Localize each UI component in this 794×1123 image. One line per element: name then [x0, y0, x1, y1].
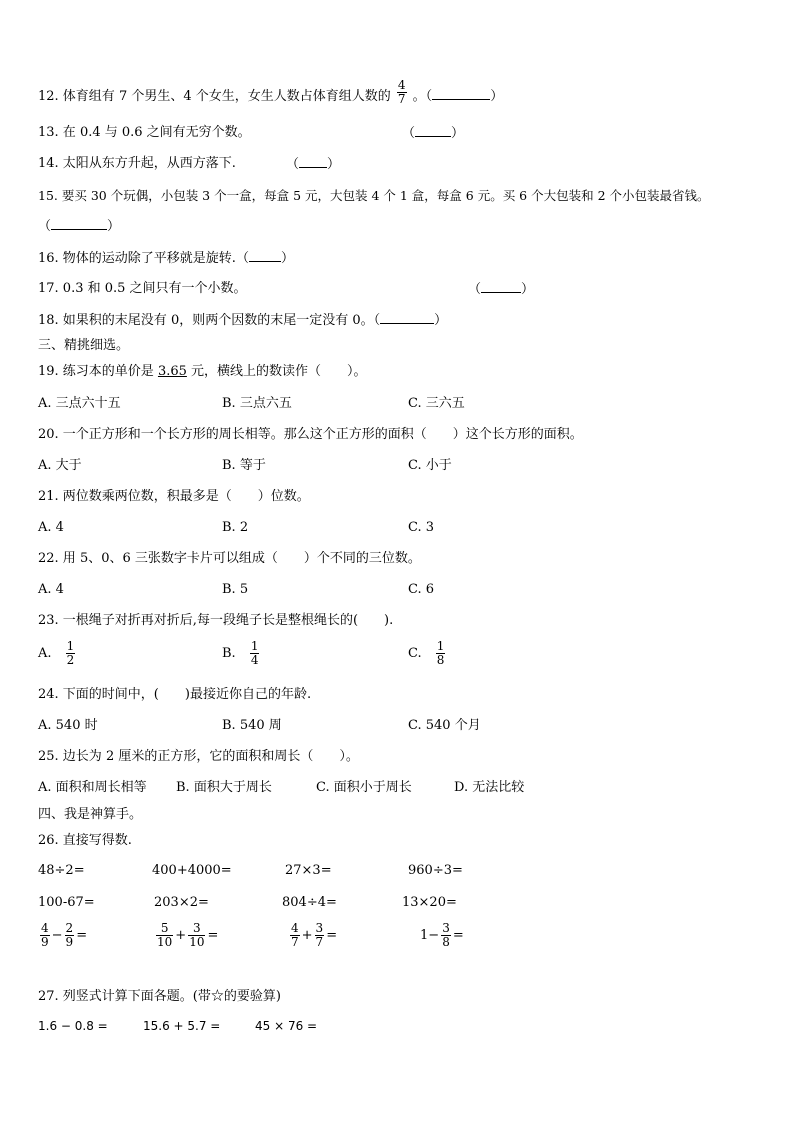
question-24: 24. 下面的时间中，( )最接近你自己的年龄.: [38, 687, 312, 702]
fraction: [315, 922, 325, 949]
option-b[interactable]: B. 等于: [222, 458, 266, 473]
equals-sign: =: [326, 928, 338, 943]
fraction-calc-item: [288, 922, 337, 949]
vertical-calc-item: 15.6 + 5.7 =: [143, 1019, 221, 1033]
fraction-denominator: 7: [291, 935, 299, 949]
question-15-text: 15. 要买 30 个玩偶，小包装 3 个一盒，每盒 5 元，大包装 4 个 1 盒，每盒 6 元。买 6 个大包装和 2 个小包装最省钱。: [38, 188, 710, 203]
answer-blank[interactable]: [415, 124, 451, 137]
question-25: 25. 边长为 2 厘米的正方形，它的面积和周长（ ）。: [38, 749, 359, 764]
operator: +: [301, 928, 313, 943]
option-label: C.: [408, 646, 422, 661]
fraction-calc-item: [154, 922, 218, 949]
answer-blank[interactable]: [432, 87, 490, 100]
question-14: [38, 155, 236, 173]
calc-item: 400+4000=: [152, 863, 232, 878]
fraction: [40, 922, 50, 949]
paren-close: ）: [451, 126, 465, 141]
option-b[interactable]: B. 三点六五: [222, 396, 292, 411]
question-17: [38, 280, 247, 298]
fraction-calc-item: [420, 922, 464, 949]
option-a[interactable]: A. 4: [38, 520, 64, 535]
fraction-numerator: 5: [156, 922, 173, 936]
question-18: [38, 311, 447, 330]
fraction: [290, 922, 300, 949]
option-a[interactable]: A. 540 时: [38, 718, 98, 733]
option-d[interactable]: D. 无法比较: [454, 780, 525, 795]
operator: −: [51, 928, 63, 943]
fraction-numerator: 1: [250, 639, 259, 653]
equals-sign: =: [76, 928, 88, 943]
fraction: [441, 922, 451, 949]
question-19: [38, 363, 367, 381]
question-12: [38, 78, 504, 106]
paren-close: ）: [490, 89, 504, 104]
vertical-calc-item: 1.6 − 0.8 =: [38, 1019, 108, 1033]
question-27: 27. 列竖式计算下面各题。(带☆的要验算): [38, 989, 281, 1004]
fraction-denominator: 9: [65, 935, 74, 949]
question-19-text: 19. 练习本的单价是: [38, 364, 158, 379]
fraction-denominator: 7: [315, 935, 324, 949]
vertical-calc-item: 45 × 76 =: [255, 1019, 318, 1033]
option-a[interactable]: A. 面积和周长相等: [38, 780, 147, 795]
fraction-denominator: 8: [442, 935, 450, 949]
fraction-numerator: 2: [65, 921, 74, 935]
calc-item: 804÷4=: [282, 895, 337, 910]
option-label: B.: [222, 646, 236, 661]
fraction: [397, 79, 407, 106]
question-20: 20. 一个正方形和一个长方形的周长相等。那么这个正方形的面积（ ）这个长方形的面积。: [38, 427, 583, 442]
fraction-denominator: 8: [436, 653, 445, 667]
equals-sign: =: [452, 928, 464, 943]
calc-item: 13×20=: [402, 895, 457, 910]
question-26: 26. 直接写得数.: [38, 833, 132, 848]
question-21: 21. 两位数乘两位数，积最多是（ ）位数。: [38, 489, 310, 504]
question-12-text: 12. 体育组有 7 个男生、4 个女生，女生人数占体育组人数的: [38, 89, 391, 104]
paren-close: ）: [327, 157, 341, 172]
fraction-numerator: 4: [397, 78, 406, 92]
fraction-denominator: 10: [157, 935, 173, 949]
option-b[interactable]: B. 2: [222, 520, 249, 535]
question-13: [38, 124, 251, 142]
fraction-denominator: 4: [250, 653, 259, 667]
question-18-text: 18. 如果积的末尾没有 0，则两个因数的末尾一定没有 0。（: [38, 313, 381, 328]
fraction-calc-item: [38, 922, 87, 949]
question-22: 22. 用 5、0、6 三张数字卡片可以组成（ ）个不同的三位数。: [38, 551, 421, 566]
fraction: [65, 922, 75, 949]
underlined-number: 3.65: [157, 364, 187, 379]
calc-item: 48÷2=: [38, 863, 85, 878]
option-a[interactable]: A. 大于: [38, 458, 82, 473]
fraction-numerator: 3: [188, 922, 205, 936]
paren-open: （: [468, 282, 482, 297]
fraction-numerator: 1: [436, 639, 445, 653]
calc-item: 960÷3=: [408, 863, 463, 878]
fraction-numerator: 4: [291, 921, 299, 935]
fraction-numerator: 1: [66, 639, 75, 653]
calc-item: 203×2=: [154, 895, 209, 910]
calc-item: 100-67=: [38, 895, 95, 910]
question-14-text: 14. 太阳从东方升起，从西方落下.: [38, 156, 236, 171]
paren-open: （: [38, 219, 52, 234]
question-17-text: 17. 0.3 和 0.5 之间只有一个小数。: [38, 281, 247, 296]
paren-close: ）: [107, 219, 121, 234]
option-label: A.: [38, 646, 52, 661]
fraction-numerator: 3: [442, 921, 450, 935]
question-17-answer: [468, 280, 534, 299]
paren-open: （: [402, 126, 416, 141]
equals-sign: =: [207, 928, 219, 943]
fraction-numerator: 3: [315, 921, 324, 935]
answer-blank[interactable]: [380, 311, 434, 324]
fraction: [66, 640, 76, 667]
question-19-text-tail: 元，横线上的数读作（ ）。: [186, 364, 367, 379]
paren-close: ）: [280, 251, 294, 266]
option-c[interactable]: C. 面积小于周长: [316, 780, 412, 795]
fraction: [436, 640, 446, 667]
paren-open: 。（: [412, 89, 433, 104]
question-15: [38, 187, 710, 205]
fraction: [250, 640, 260, 667]
option-c[interactable]: C. 3: [408, 520, 435, 535]
section-4-heading: 四、我是神算手。: [38, 807, 143, 822]
whole-number: 1: [420, 928, 429, 943]
question-15-answer: [38, 217, 120, 236]
paren-open: （: [286, 157, 300, 172]
question-16: [38, 249, 294, 268]
option-a[interactable]: A. 4: [38, 582, 64, 597]
answer-blank[interactable]: [299, 155, 327, 168]
option-c[interactable]: C. 小于: [408, 458, 452, 473]
question-13-answer: [402, 124, 464, 143]
option-b[interactable]: B. 5: [222, 582, 249, 597]
question-23: 23. 一根绳子对折再对折后,每一段绳子长是整根绳长的( ).: [38, 613, 394, 628]
answer-blank[interactable]: [51, 217, 107, 230]
calc-item: 27×3=: [285, 863, 332, 878]
fraction: [188, 922, 205, 949]
paren-close: ）: [521, 282, 535, 297]
paren-close: ）: [434, 313, 448, 328]
fraction-denominator: 2: [66, 653, 75, 667]
question-13-text: 13. 在 0.4 与 0.6 之间有无穷个数。: [38, 125, 251, 140]
option-b[interactable]: B. 540 周: [222, 718, 282, 733]
option-c[interactable]: [408, 640, 447, 667]
option-c[interactable]: C. 三六五: [408, 396, 465, 411]
fraction: [156, 922, 173, 949]
question-16-text: 16. 物体的运动除了平移就是旋转.（: [38, 251, 249, 266]
option-a[interactable]: A. 三点六十五: [38, 396, 121, 411]
fraction-numerator: 4: [41, 921, 49, 935]
option-b[interactable]: [222, 640, 261, 667]
operator: +: [175, 928, 187, 943]
option-a[interactable]: [38, 640, 77, 667]
answer-blank[interactable]: [481, 280, 521, 293]
question-14-answer: [286, 155, 340, 174]
fraction-denominator: 9: [41, 935, 49, 949]
section-3-heading: 三、精挑细选。: [38, 338, 130, 353]
option-c[interactable]: C. 540 个月: [408, 718, 481, 733]
fraction-denominator: 7: [397, 92, 406, 106]
operator: −: [428, 928, 440, 943]
option-c[interactable]: C. 6: [408, 582, 435, 597]
fraction-denominator: 10: [189, 935, 205, 949]
option-b[interactable]: B. 面积大于周长: [176, 780, 272, 795]
answer-blank[interactable]: [249, 249, 281, 262]
